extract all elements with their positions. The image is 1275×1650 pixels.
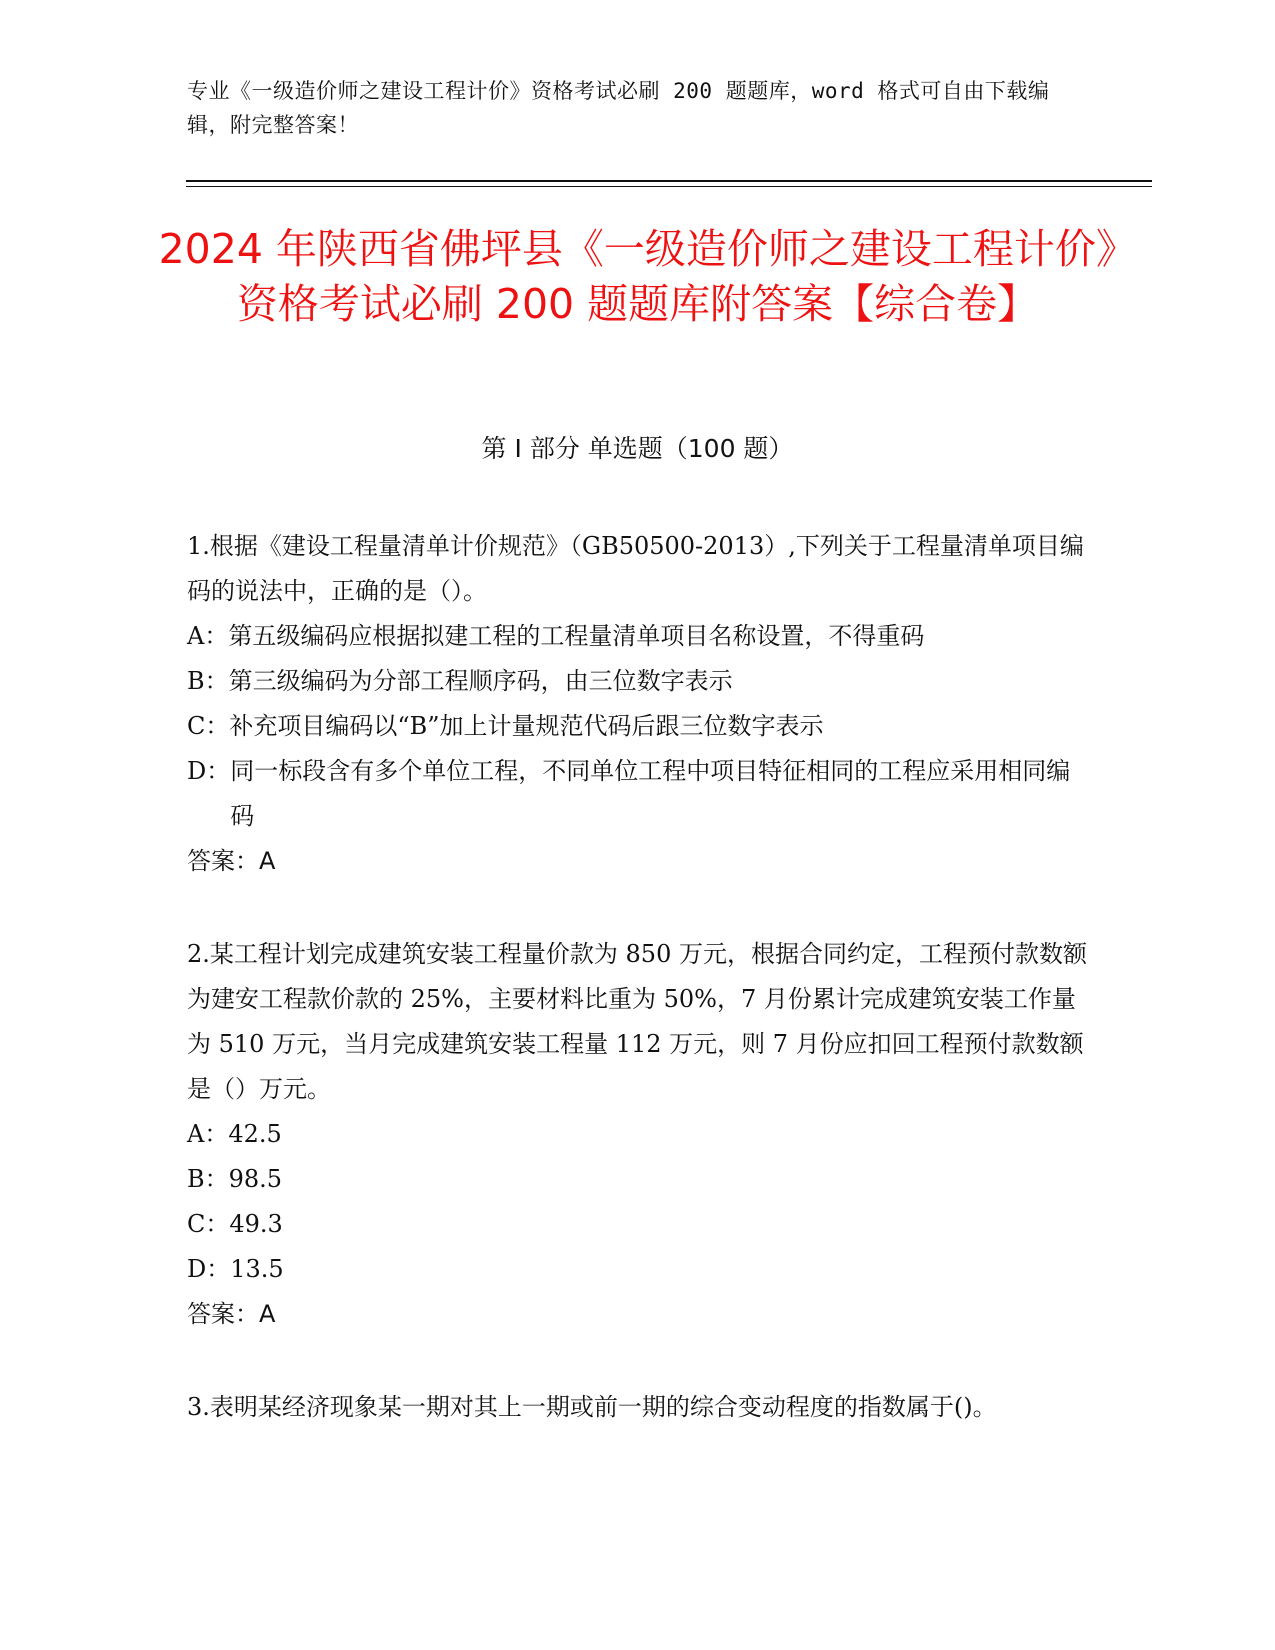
option-key: A： <box>187 1120 229 1148</box>
option-a <box>187 614 1087 659</box>
option-key: B： <box>187 1165 229 1193</box>
option-text: 第三级编码为分部工程顺序码，由三位数字表示 <box>228 667 733 695</box>
option-key: B： <box>187 667 229 695</box>
option-text: 42.5 <box>228 1120 282 1148</box>
option-d <box>187 1247 1087 1292</box>
option-text: 第五级编码应根据拟建工程的工程量清单项目名称设置，不得重码 <box>228 622 925 650</box>
option-text: 13.5 <box>230 1255 284 1283</box>
option-key: D： <box>187 1255 231 1283</box>
question-1 <box>187 524 1087 884</box>
option-key: C： <box>187 712 230 740</box>
option-text: 补充项目编码以“B”加上计量规范代码后跟三位数字表示 <box>229 712 824 740</box>
option-d <box>187 749 1087 839</box>
question-stem: 2.某工程计划完成建筑安装工程量价款为 850 万元，根据合同约定，工程预付款数额为建安工程款价款的 25%，主要材料比重为 50%，7 月份累计完成建筑安装工作量为 510 万元，当月完成建筑安装工程量 112 万元，则 7 月份应扣回工程预付款数额是（）万元。 <box>187 940 1087 1103</box>
header-divider-thick <box>186 180 1152 182</box>
question-2 <box>187 932 1087 1337</box>
question-stem: 3.表明某经济现象某一期对其上一期或前一期的综合变动程度的指数属于()。 <box>187 1393 997 1421</box>
header-note: 专业《一级造价师之建设工程计价》资格考试必刷 200 题题库，word 格式可自由下载编辑，附完整答案！ <box>187 79 1050 137</box>
option-key: C： <box>187 1210 230 1238</box>
option-text: 98.5 <box>228 1165 283 1193</box>
section-title: 第 I 部分 单选题（100 题） <box>481 434 794 463</box>
option-text: 49.3 <box>229 1210 283 1238</box>
header-divider-thin <box>186 186 1152 187</box>
option-c <box>187 1202 1087 1247</box>
option-a <box>187 1112 1087 1157</box>
answer-line: 答案：A <box>187 847 276 875</box>
option-key: A： <box>187 622 229 650</box>
option-b <box>187 1157 1087 1202</box>
option-key: D： <box>187 757 231 785</box>
document-title: 2024 年陕西省佛坪县《一级造价师之建设工程计价》资格考试必刷 200 题题库附答案【综合卷】 <box>158 225 1117 328</box>
option-text: 同一标段含有多个单位工程，不同单位工程中项目特征相同的工程应采用相同编码 <box>230 757 1071 830</box>
option-c <box>187 704 1087 749</box>
question-3 <box>187 1385 1087 1430</box>
answer-line: 答案：A <box>187 1300 276 1328</box>
option-b <box>187 659 1087 704</box>
question-stem: 1.根据《建设工程量清单计价规范》（GB50500-2013）,下列关于工程量清单项目编码的说法中，正确的是（）。 <box>187 532 1084 605</box>
